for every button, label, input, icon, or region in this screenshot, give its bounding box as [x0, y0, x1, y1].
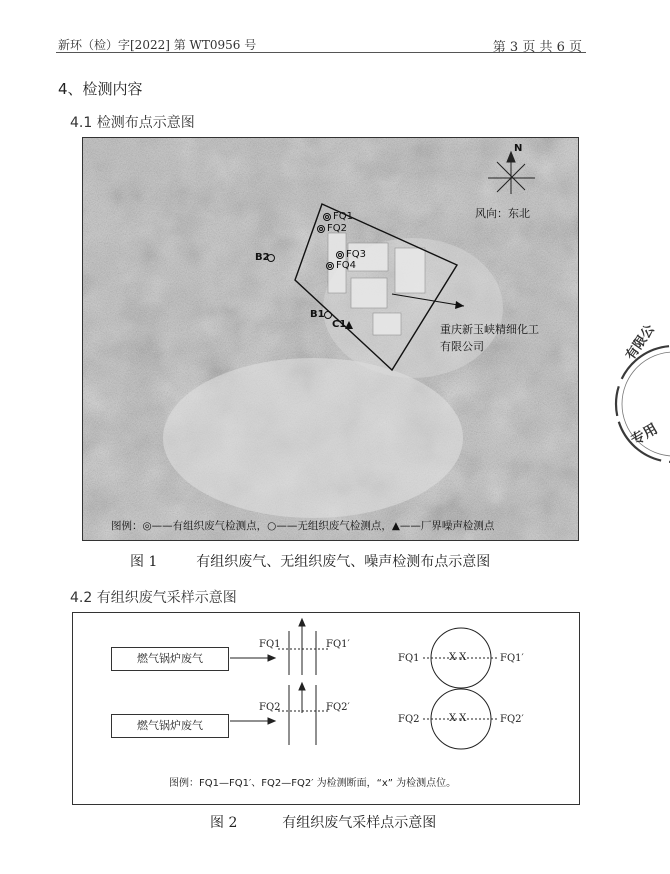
row1-circle-right: FQ1′ — [500, 653, 524, 664]
source-box-1: 燃气锅炉废气 — [111, 647, 229, 671]
seal-text-top: 有限公 — [623, 322, 658, 363]
figure2-number: 图 2 — [210, 815, 238, 831]
official-seal — [604, 322, 670, 470]
figure1-caption — [130, 551, 490, 571]
document-number: 新环（检）字[2022] 第 WT0956 号 — [58, 38, 257, 52]
company-name-line1: 重庆新玉峡精细化工 — [440, 323, 539, 336]
row2-circle-left: FQ2 — [398, 714, 420, 725]
sampling-diagram — [72, 612, 580, 805]
section-title: 4、检测内容 — [58, 80, 143, 98]
row2-left-section: FQ2 — [259, 702, 281, 713]
figure2-caption — [210, 812, 436, 832]
wind-direction: 风向：东北 — [475, 207, 530, 220]
north-label: N — [514, 143, 523, 154]
row2-sampling-points: X X — [449, 713, 467, 724]
subsection-4-1: 4.1 检测布点示意图 — [70, 115, 195, 131]
row1-left-section: FQ1 — [259, 639, 281, 650]
seal-text-bottom: 专用 — [628, 420, 661, 449]
label-fq1: FQ1 — [333, 211, 353, 222]
label-c1: C1 — [332, 319, 347, 330]
sampling-legend: 图例：FQ1—FQ1′、FQ2—FQ2′ 为检测断面，“x” 为检测点位。 — [169, 778, 457, 789]
page-info: 第 3 页 共 6 页 — [492, 40, 582, 55]
row1-right-section: FQ1′ — [326, 639, 350, 650]
label-b2: B2 — [255, 252, 270, 263]
figure1-title: 有组织废气、无组织废气、噪声检测布点示意图 — [196, 554, 491, 570]
row2-right-section: FQ2′ — [326, 702, 350, 713]
figure2-title: 有组织废气采样点示意图 — [282, 815, 437, 831]
label-b1: B1 — [310, 309, 325, 320]
source-box-2: 燃气锅炉废气 — [111, 714, 229, 738]
row2-circle-right: FQ2′ — [500, 714, 524, 725]
label-fq2: FQ2 — [327, 223, 347, 234]
satellite-background — [83, 138, 579, 541]
row1-circle-left: FQ1 — [398, 653, 420, 664]
company-name-line2: 有限公司 — [440, 340, 484, 353]
row1-sampling-points: X X — [449, 652, 467, 663]
label-fq4: FQ4 — [336, 260, 356, 271]
label-fq3: FQ3 — [346, 249, 366, 260]
map-legend: 图例：◎——有组织废气检测点，○——无组织废气检测点，▲——厂界噪声检测点 — [111, 520, 495, 532]
subsection-4-2: 4.2 有组织废气采样示意图 — [70, 590, 237, 606]
header-divider — [56, 52, 586, 53]
site-map — [82, 137, 579, 541]
figure1-number: 图 1 — [130, 554, 158, 570]
